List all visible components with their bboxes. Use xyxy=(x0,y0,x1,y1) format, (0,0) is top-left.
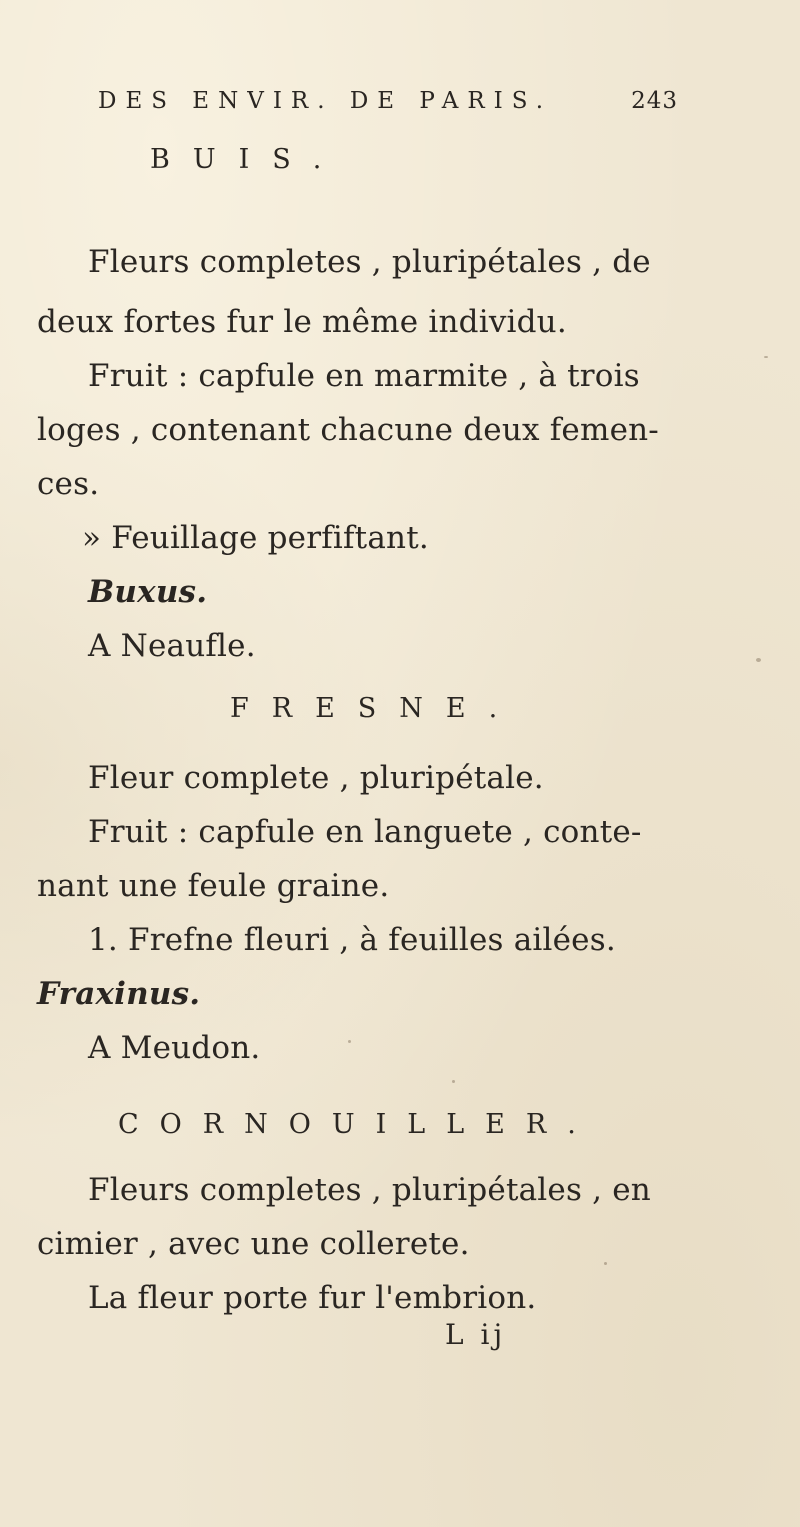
section-title-cornouiller: CORNOUILLER. xyxy=(118,1109,597,1140)
latin-name: Fraxinus. xyxy=(37,976,201,1012)
running-head xyxy=(98,86,678,116)
text-line: La fleur porte fur l'embrion. xyxy=(88,1280,537,1316)
text-line: » Feuillage perfiftant. xyxy=(82,520,429,556)
paper-speck xyxy=(452,1080,455,1083)
text-line: deux fortes fur le même individu. xyxy=(37,304,567,340)
text-line: Fruit : capfule en languete , conte- xyxy=(88,814,642,850)
signature-mark: L ij xyxy=(445,1318,507,1351)
location-line: A Neaufle. xyxy=(88,628,256,664)
section-title-fresne: FRESNE. xyxy=(230,693,521,724)
page-number: 243 xyxy=(631,88,678,114)
paper-speck xyxy=(756,658,761,662)
text-line: loges , contenant chacune deux femen- xyxy=(37,412,659,448)
section-title-buis: BUIS. xyxy=(150,144,345,175)
paper-speck xyxy=(348,1040,351,1043)
text-line: ces. xyxy=(37,466,100,502)
text-line: 1. Frefne fleuri , à feuilles ailées. xyxy=(88,922,616,958)
running-head-title: DES ENVIR. DE PARIS. xyxy=(98,88,553,114)
text-line: Fleurs completes , pluripétales , en xyxy=(88,1172,651,1208)
text-line: Fleur complete , pluripétale. xyxy=(88,760,544,796)
text-line: nant une feule graine. xyxy=(37,868,390,904)
text-line: Fleurs completes , pluripétales , de xyxy=(88,244,651,280)
latin-name: Buxus. xyxy=(88,574,208,610)
paper-speck xyxy=(604,1262,607,1265)
text-line: Fruit : capfule en marmite , à trois xyxy=(88,358,640,394)
location-line: A Meudon. xyxy=(88,1030,261,1066)
paper-speck xyxy=(764,356,768,358)
text-line: cimier , avec une collerete. xyxy=(37,1226,470,1262)
